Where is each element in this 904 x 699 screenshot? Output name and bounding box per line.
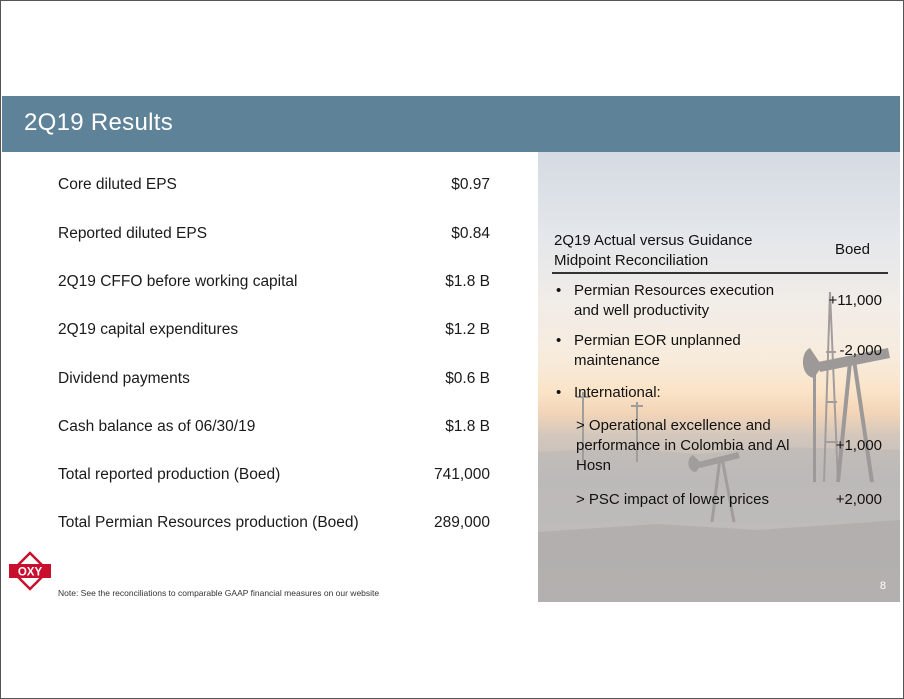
- metric-label: 2Q19 capital expenditures: [58, 321, 239, 338]
- metric-value: $1.2 B: [445, 321, 490, 338]
- oxy-logo-icon: [8, 550, 52, 592]
- metric-row-cffo: [58, 273, 490, 295]
- metric-row-dividends: [58, 370, 490, 392]
- reconciliation-header: 2Q19 Actual versus Guidance Midpoint Reconciliation: [554, 232, 753, 269]
- metric-label: Cash balance as of 06/30/19: [58, 418, 256, 435]
- metric-row-core-eps: [58, 176, 490, 198]
- metric-row-capex: [58, 321, 490, 343]
- metric-row-permian-production: [58, 514, 490, 536]
- slide-title: 2Q19 Results: [24, 109, 174, 136]
- unit-header: Boed: [834, 241, 870, 258]
- metric-label: Dividend payments: [58, 370, 190, 387]
- footnote: Note: See the reconciliations to comparable GAAP financial measures on our website: [58, 588, 380, 598]
- metric-value: $1.8 B: [445, 418, 490, 435]
- metric-row-reported-eps: [58, 225, 490, 247]
- metric-value: $0.97: [451, 176, 490, 193]
- recon-item-value: +11,000: [828, 292, 882, 309]
- recon-item: [538, 383, 900, 405]
- oxy-logo: [8, 550, 52, 592]
- recon-item: [538, 281, 900, 321]
- metric-value: 289,000: [433, 514, 490, 531]
- recon-item-value: -2,000: [839, 342, 882, 359]
- recon-sub-item-text: > Operational excellence and performance in Colombia and Al Hosn: [576, 417, 790, 474]
- oilfield-photo-panel: [538, 152, 900, 602]
- bullet-icon: •: [556, 384, 562, 401]
- metric-value: $0.84: [451, 225, 490, 242]
- logo-text: OXY: [17, 566, 43, 579]
- title-bar: [2, 96, 900, 152]
- recon-sub-item: [538, 490, 900, 512]
- metric-label: Total reported production (Boed): [58, 466, 281, 483]
- bullet-icon: •: [556, 282, 562, 299]
- recon-item-text: Permian Resources execution and well productivity: [574, 282, 775, 319]
- recon-sub-item-value: +1,000: [835, 437, 882, 454]
- recon-sub-item-value: +2,000: [835, 491, 882, 508]
- metric-label: Core diluted EPS: [58, 176, 177, 193]
- header-divider: [552, 272, 888, 274]
- bullet-icon: •: [556, 332, 562, 349]
- metric-label: 2Q19 CFFO before working capital: [58, 273, 298, 290]
- recon-item-text: International:: [574, 384, 661, 401]
- metric-value: $0.6 B: [445, 370, 490, 387]
- recon-sub-item: [538, 416, 900, 476]
- metric-value: $1.8 B: [445, 273, 490, 290]
- recon-item: [538, 331, 900, 371]
- recon-item-text: Permian EOR unplanned maintenance: [574, 332, 741, 369]
- metric-row-cash: [58, 418, 490, 440]
- metric-label: Total Permian Resources production (Boed): [58, 514, 359, 531]
- metric-value: 741,000: [433, 466, 490, 483]
- page-number: 8: [879, 580, 886, 592]
- metric-row-total-production: [58, 466, 490, 488]
- reconciliation-table: [538, 152, 900, 602]
- recon-sub-item-text: > PSC impact of lower prices: [576, 491, 769, 508]
- metric-label: Reported diluted EPS: [58, 225, 208, 242]
